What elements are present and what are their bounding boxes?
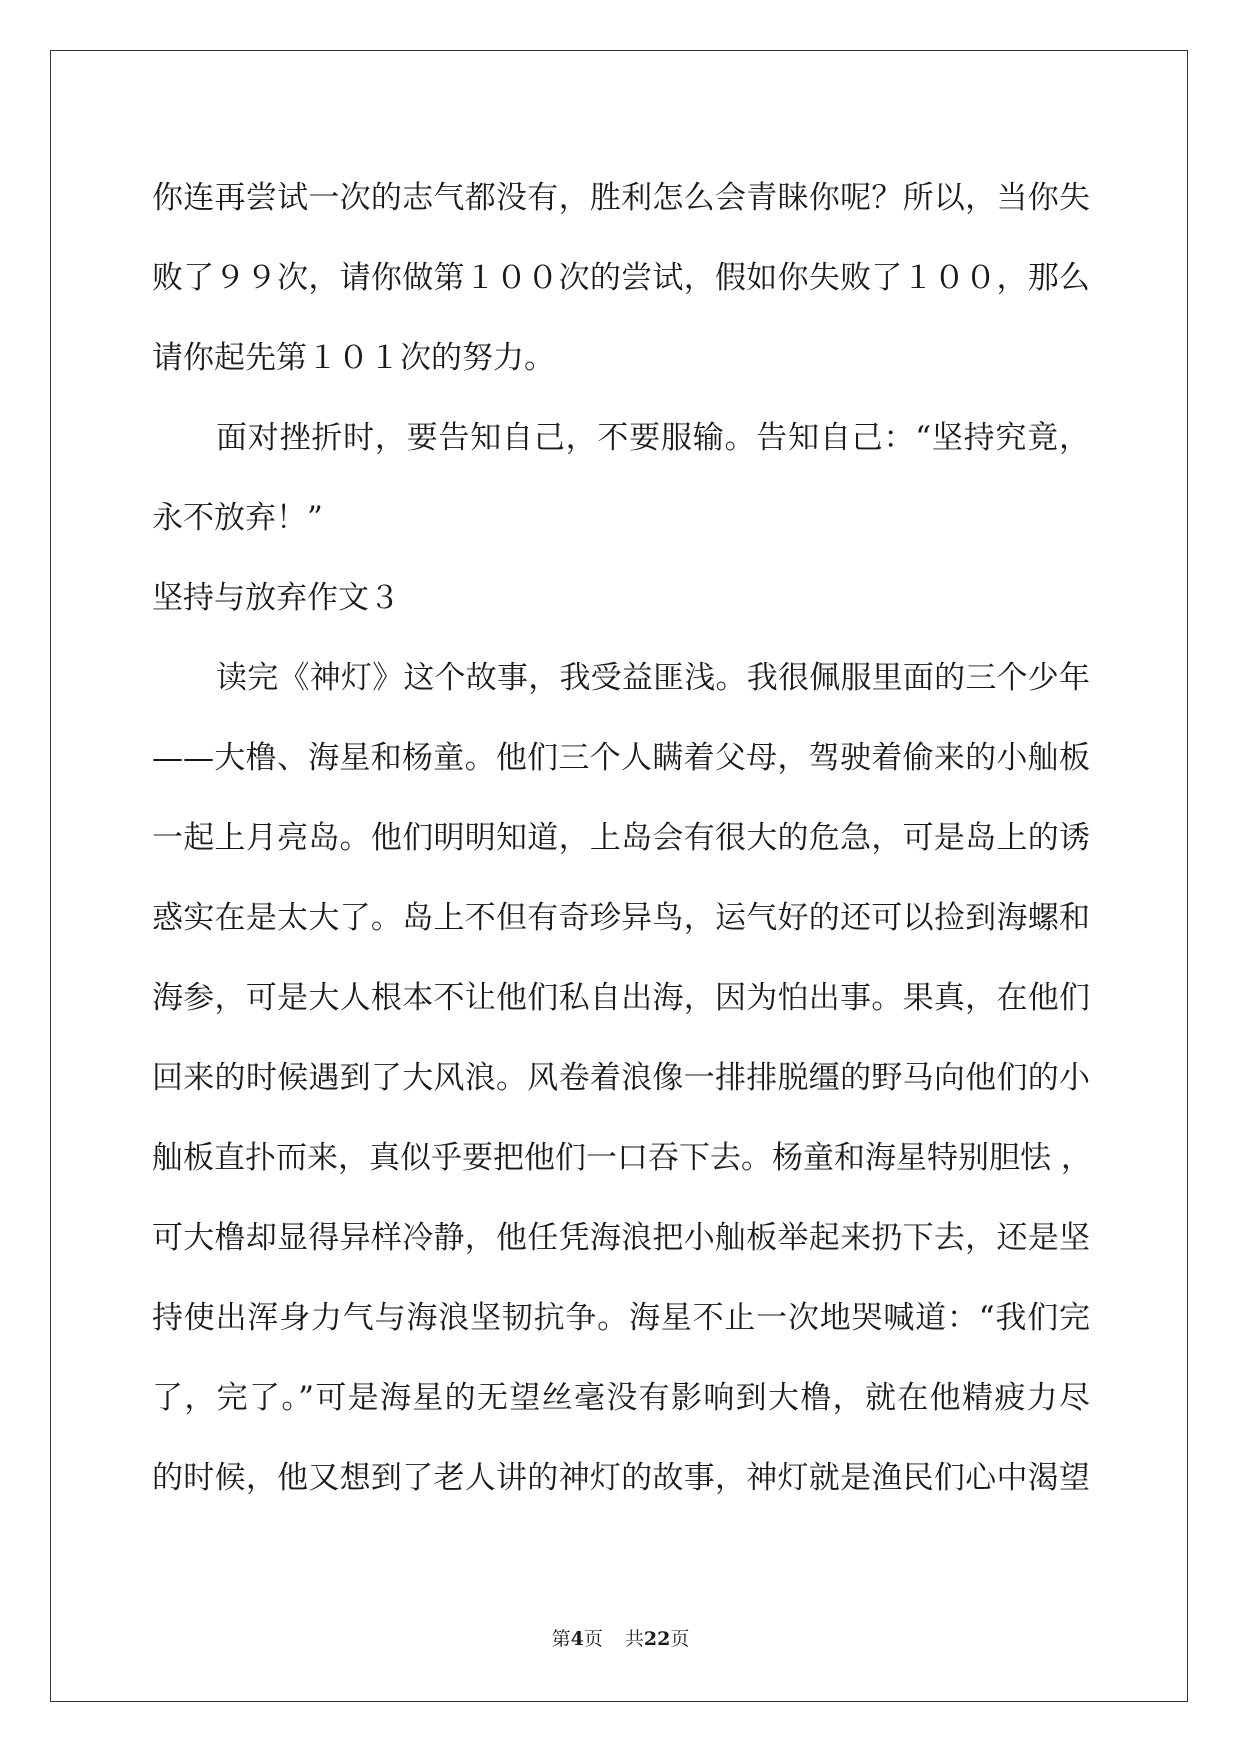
text-line: 惑实在是太大了。岛上不但有奇珍异鸟，运气好的还可以捡到海螺和 xyxy=(152,900,1090,936)
text-line: 舢板直扑而来，真似乎要把他们一口吞下去。杨童和海星特别胆怯 ， xyxy=(152,1140,1092,1176)
page-suffix: 页 xyxy=(583,1628,603,1650)
text-line: 回来的时候遇到了大风浪。风卷着浪像一排排脱缰的野马向他们的小 xyxy=(152,1060,1090,1096)
page-total: 22 xyxy=(643,1628,671,1650)
text-line: 读完《神灯》这个故事，我受益匪浅。我很佩服里面的三个少年 xyxy=(216,660,1090,696)
total-suffix: 页 xyxy=(670,1628,690,1650)
text-line: ——大橹、海星和杨童。他们三个人瞒着父母，驾驶着偷来的小舢板 xyxy=(152,740,1090,776)
page-prefix: 第 xyxy=(551,1628,571,1650)
text-line: 一起上月亮岛。他们明明知道，上岛会有很大的危急，可是岛上的诱 xyxy=(152,820,1090,856)
text-line: 永不放弃！” xyxy=(152,500,323,536)
text-line: 海参，可是大人根本不让他们私自出海，因为怕出事。果真，在他们 xyxy=(152,980,1090,1016)
section-title: 坚持与放弃作文３ xyxy=(152,580,400,616)
text-line: 请你起先第１０１次的努力。 xyxy=(152,340,555,376)
page-current: 4 xyxy=(570,1628,584,1650)
text-line: 持使出浑身力气与海浪坚韧抗争。海星不止一次地哭喊道：“我们完 xyxy=(152,1300,1090,1336)
total-prefix: 共 xyxy=(624,1628,644,1650)
page-footer xyxy=(0,1624,1241,1651)
text-line: 了，完了。”可是海星的无望丝毫没有影响到大橹，就在他精疲力尽 xyxy=(152,1380,1090,1416)
text-line: 你连再尝试一次的志气都没有，胜利怎么会青睐你呢？所以，当你失 xyxy=(152,180,1090,216)
text-line: 可大橹却显得异样冷静，他任凭海浪把小舢板举起来扔下去，还是坚 xyxy=(152,1220,1090,1256)
text-line: 面对挫折时，要告知自己，不要服输。告知自己：“坚持究竟， xyxy=(216,420,1090,456)
text-line: 的时候，他又想到了老人讲的神灯的故事，神灯就是渔民们心中渴望 xyxy=(152,1460,1090,1496)
text-line: 败了９９次，请你做第１００次的尝试，假如你失败了１００，那么 xyxy=(152,260,1090,296)
document-body xyxy=(152,158,1090,1518)
